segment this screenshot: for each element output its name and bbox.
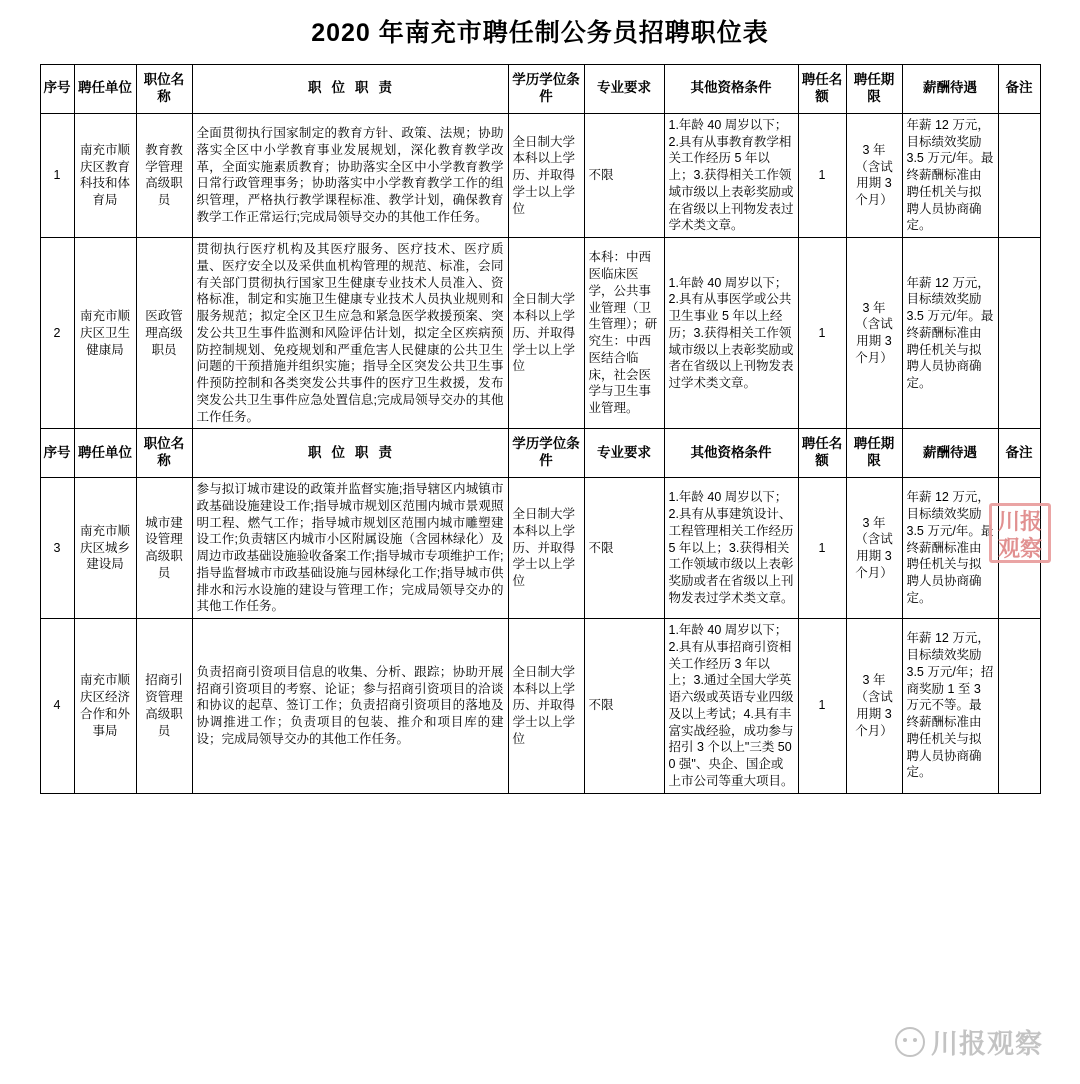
cell-other: 1.年龄 40 周岁以下；2.具有从事建筑设计、工程管理相关工作经历 5 年以上；3.获得相关工作领域市级以上表彰奖励或者在省级以上刊物发表过学术类文章。 <box>664 478 798 619</box>
col-header-major: 专业要求 <box>584 65 664 114</box>
table-header-row <box>40 65 1040 114</box>
cell-quota: 1 <box>798 619 846 794</box>
recruitment-position-table <box>40 64 1041 794</box>
col-header-salary: 薪酬待遇 <box>902 429 998 478</box>
cell-major: 本科：中西医临床医学，公共事业管理（卫生管理）；研究生：中西医结合临床，社会医学与卫生事业管理。 <box>584 238 664 429</box>
stamp-line-2: 观察 <box>997 536 1042 561</box>
cell-unit: 南充市顺庆区卫生健康局 <box>74 238 136 429</box>
cell-term: 3 年（含试用期 3 个月） <box>846 619 902 794</box>
cell-salary: 年薪 12 万元，目标绩效奖励 3.5 万元/年。最终薪酬标准由聘任机关与拟聘人员协商确定。 <box>902 238 998 429</box>
cell-education: 全日制大学本科以上学历、并取得学士以上学位 <box>508 478 584 619</box>
cell-no: 3 <box>40 478 74 619</box>
cell-no: 1 <box>40 113 74 237</box>
col-header-no: 序号 <box>40 429 74 478</box>
cell-education: 全日制大学本科以上学历、并取得学士以上学位 <box>508 113 584 237</box>
col-header-unit: 聘任单位 <box>74 65 136 114</box>
col-header-term: 聘任期限 <box>846 65 902 114</box>
table-header-row-repeat <box>40 429 1040 478</box>
cell-other: 1.年龄 40 周岁以下；2.具有从事医学或公共卫生事业 5 年以上经历；3.获得相关工作领域市级以上表彰奖励或者在省级以上刊物发表过学术类文章。 <box>664 238 798 429</box>
cell-remark <box>998 619 1040 794</box>
col-header-unit: 聘任单位 <box>74 429 136 478</box>
cell-salary: 年薪 12 万元，目标绩效奖励 3.5 万元/年。最终薪酬标准由聘任机关与拟聘人员协商确定。 <box>902 478 998 619</box>
cell-remark <box>998 478 1040 619</box>
col-header-remark: 备注 <box>998 65 1040 114</box>
watermark-text: 川报观察 <box>931 1029 1043 1059</box>
cell-remark <box>998 238 1040 429</box>
cell-no: 4 <box>40 619 74 794</box>
cell-quota: 1 <box>798 113 846 237</box>
cell-remark <box>998 113 1040 237</box>
cell-salary: 年薪 12 万元，目标绩效奖励 3.5 万元/年。最终薪酬标准由聘任机关与拟聘人员协商确定。 <box>902 113 998 237</box>
cell-no: 2 <box>40 238 74 429</box>
cell-post: 医政管理高级职员 <box>136 238 192 429</box>
col-header-no: 序号 <box>40 65 74 114</box>
cell-term: 3 年（含试用期 3 个月） <box>846 238 902 429</box>
col-header-education: 学历学位条件 <box>508 429 584 478</box>
col-header-quota: 聘任名额 <box>798 429 846 478</box>
chuanbao-corner-watermark <box>895 1022 1043 1061</box>
col-header-quota: 聘任名额 <box>798 65 846 114</box>
cell-quota: 1 <box>798 238 846 429</box>
col-header-post: 职位名称 <box>136 429 192 478</box>
cell-post: 教育教学管理高级职员 <box>136 113 192 237</box>
cell-quota: 1 <box>798 478 846 619</box>
cell-term: 3 年（含试用期 3 个月） <box>846 113 902 237</box>
cell-duty: 参与拟订城市建设的政策并监督实施;指导辖区内城镇市政基础设施建设工作;指导城市规划区范围内城市景观照明工程、燃气工作；指导城市规划区范围内城市雕塑建设工作;负责辖区内城市小区附属设施（含园林绿化）及周边市政基础设施验收备案工作;指导城市专项维护工作;指导监督城市市政基础设施与园林绿化工作;指导城市供排水和污水设施的建设与管理工作；完成局领导交办的其他工作任务。 <box>192 478 508 619</box>
cell-duty: 负责招商引资项目信息的收集、分析、跟踪；协助开展招商引资项目的考察、论证；参与招商引资项目的洽谈和协议的起草、签订工作；负责招商引资项目的落地及协调推进工作；负责项目的包装、推介和项目库的建设；完成局领导交办的其他工作任务。 <box>192 619 508 794</box>
col-header-term: 聘任期限 <box>846 429 902 478</box>
table-row <box>40 113 1040 237</box>
table-row <box>40 478 1040 619</box>
cell-post: 城市建设管理高级职员 <box>136 478 192 619</box>
col-header-major: 专业要求 <box>584 429 664 478</box>
cell-duty: 贯彻执行医疗机构及其医疗服务、医疗技术、医疗质量、医疗安全以及采供血机构管理的规范、标准，会同有关部门贯彻执行国家卫生健康专业技术人员准入、资格标准，制定和实施卫生健康专业技术人员执业规则和服务规范；拟定全区卫生应急和紧急医学救援预案、突发公共卫生事件监测和风险评估计划，拟定全区疾病预防控制规划、免疫规划和严重危害人民健康的公共卫生问题的干预措施并组织实施；指导全区突发公共卫生事件预防控制和各类突发公共事件的医疗卫生救援，发布突发公共卫生事件应急处置信息;完成局领导交办的其他工作任务。 <box>192 238 508 429</box>
page-title: 2020 年南充市聘任制公务员招聘职位表 <box>311 19 769 47</box>
cell-unit: 南充市顺庆区经济合作和外事局 <box>74 619 136 794</box>
cell-duty: 全面贯彻执行国家制定的教育方针、政策、法规；协助落实全区中小学教育事业发展规划，深化教育教学改革，全面实施素质教育；协助落实全区中小学教育教学日常行政管理事务；协助落实中小学教育教学工作的组织管理，严格执行教学课程标准、教学计划，确保教育教学工作正常运行;完成局领导交办的其他工作任务。 <box>192 113 508 237</box>
cell-other: 1.年龄 40 周岁以下；2.具有从事教育教学相关工作经历 5 年以上；3.获得相关工作领域市级以上表彰奖励或在省级以上刊物发表过学术类文章。 <box>664 113 798 237</box>
col-header-other: 其他资格条件 <box>664 429 798 478</box>
cell-major: 不限 <box>584 478 664 619</box>
stamp-line-1: 川报 <box>997 509 1042 534</box>
col-header-salary: 薪酬待遇 <box>902 65 998 114</box>
col-header-duty: 职位职责 <box>192 429 508 478</box>
cell-term: 3 年（含试用期 3 个月） <box>846 478 902 619</box>
cell-major: 不限 <box>584 619 664 794</box>
col-header-education: 学历学位条件 <box>508 65 584 114</box>
cell-education: 全日制大学本科以上学历、并取得学士以上学位 <box>508 238 584 429</box>
cell-other: 1.年龄 40 周岁以下；2.具有从事招商引资相关工作经历 3 年以上；3.通过全国大学英语六级或英语专业四级及以上考试；4.具有丰富实战经验，成功参与招引 3 个以上"三类 500 强"、央企、国企或上市公司等重大项目。 <box>664 619 798 794</box>
col-header-other: 其他资格条件 <box>664 65 798 114</box>
cell-unit: 南充市顺庆区城乡建设局 <box>74 478 136 619</box>
cell-education: 全日制大学本科以上学历、并取得学士以上学位 <box>508 619 584 794</box>
table-row <box>40 238 1040 429</box>
watermark-logo-icon <box>895 1027 925 1057</box>
col-header-post: 职位名称 <box>136 65 192 114</box>
cell-salary: 年薪 12 万元，目标绩效奖励 3.5 万元/年；招商奖励 1 至 3 万元不等。最终薪酬标准由聘任机关与拟聘人员协商确定。 <box>902 619 998 794</box>
table-row <box>40 619 1040 794</box>
cell-post: 招商引资管理高级职员 <box>136 619 192 794</box>
cell-major: 不限 <box>584 113 664 237</box>
cell-unit: 南充市顺庆区教育科技和体育局 <box>74 113 136 237</box>
col-header-remark: 备注 <box>998 429 1040 478</box>
col-header-duty: 职位职责 <box>192 65 508 114</box>
